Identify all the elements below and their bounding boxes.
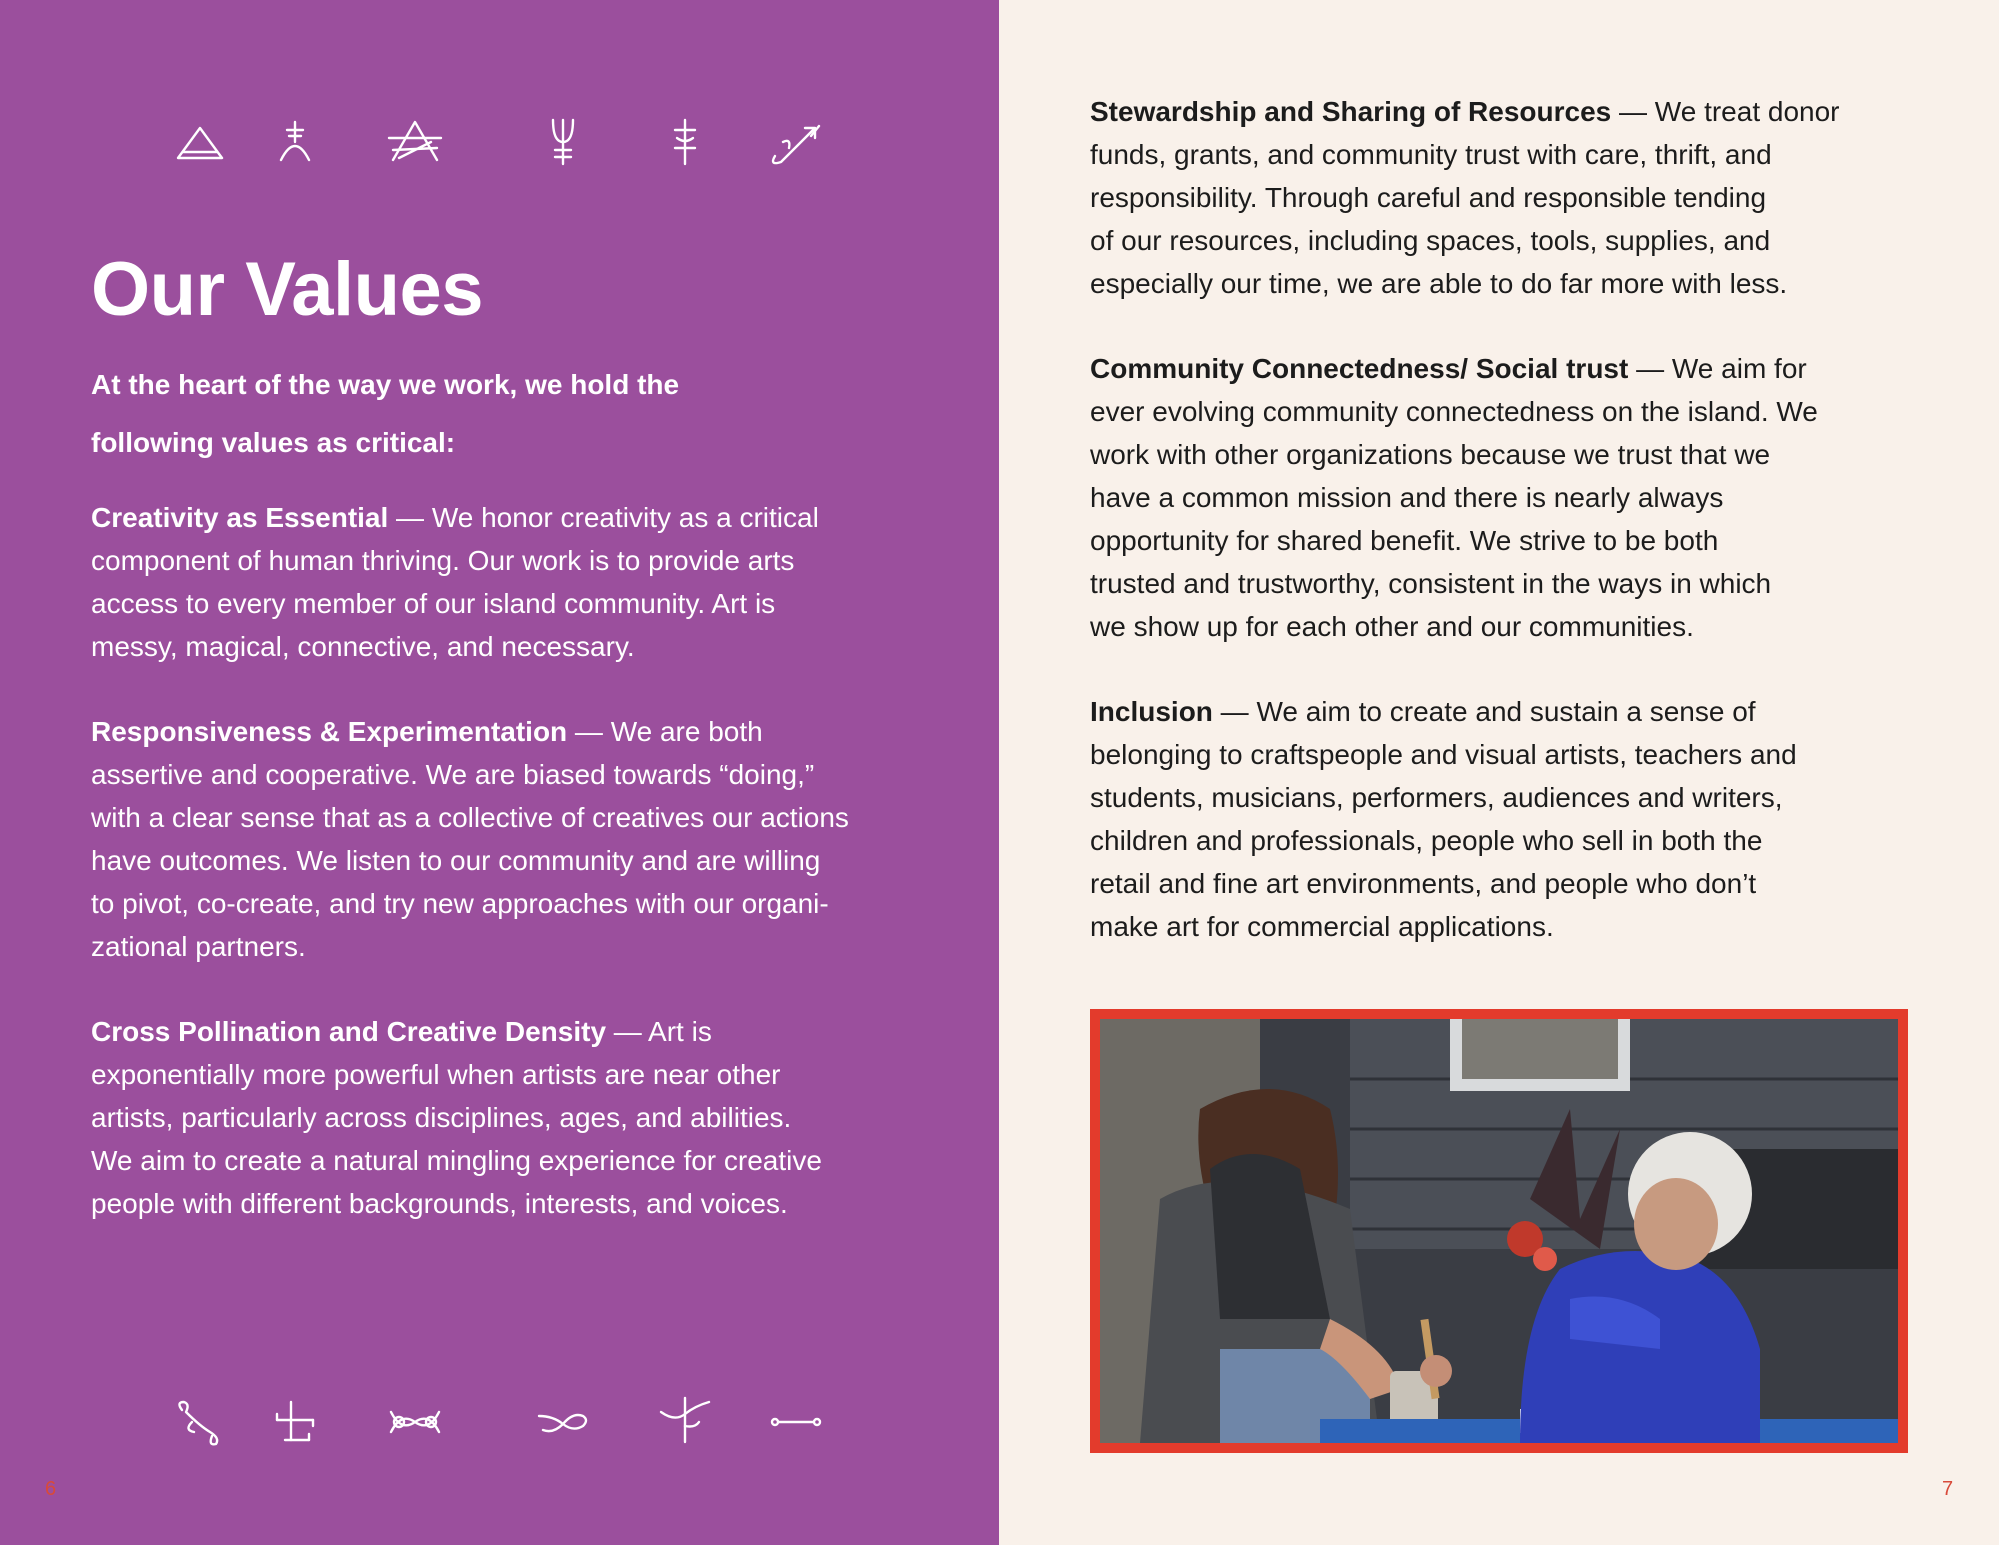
value-responsiveness: Responsiveness & Experimentation — We are both assertive and cooperative. We are biased towards “doing,” with a clear sense that as a collective of creatives our actions have outcomes. We listen to our community and are willing to pivot, co-create, and try new approaches with our organi- zational partners. <box>91 716 849 962</box>
photo-frame <box>1090 1009 1908 1453</box>
trident-glyph-icon <box>533 112 593 172</box>
bottom-symbol-row <box>170 1392 830 1452</box>
top-symbol-row <box>170 112 830 172</box>
community-art-photo <box>1100 1019 1898 1443</box>
value-heading: Community Connectedness/ Social trust <box>1090 353 1629 384</box>
twin-loop-glyph-icon <box>385 1392 445 1452</box>
left-page <box>0 0 999 1545</box>
value-heading: Responsiveness & Experimentation <box>91 716 568 747</box>
value-creativity: Creativity as Essential — We honor creativity as a critical component of human thriving. Our work is to provide arts access to every member of our island community. Art is messy, magical, connective, and necessary. <box>91 502 819 662</box>
value-heading: Cross Pollination and Creative Density <box>91 1016 607 1047</box>
right-page <box>999 0 1999 1545</box>
figure-glyph-icon <box>265 112 325 172</box>
value-heading: Stewardship and Sharing of Resources <box>1090 96 1612 127</box>
value-heading: Creativity as Essential <box>91 502 389 533</box>
page-title: Our Values <box>91 247 484 332</box>
value-inclusion: Inclusion — We aim to create and sustain a sense of belonging to craftspeople and visual artists, teachers and students, musicians, performers, audiences and writers, children and professionals, people who sell in both the retail and fine art environments, and people who don’t make art for commercial applications. <box>1090 696 1797 942</box>
value-stewardship: Stewardship and Sharing of Resources — We treat donor funds, grants, and community trust with care, thrift, and responsibility. Through careful and responsible tending of our resources, including spaces, tools, supplies, and especially our time, we are able to do far more with less. <box>1090 96 1840 299</box>
branch-glyph-icon <box>655 1392 715 1452</box>
value-cross-pollination: Cross Pollination and Creative Density — Art is exponentially more powerful when artists are near other artists, particularly across disciplines, ages, and abilities. We aim to create a natural mingling experience for creative people with different backgrounds, interests, and voices. <box>91 1016 822 1219</box>
value-community: Community Connectedness/ Social trust — We aim for ever evolving community connectedness on the island. We work with other organizations because we trust that we have a common mission and there is nearly always opportunity for shared benefit. We strive to be both trusted and trustworthy, consistent in the ways in which we show up for each other and our communities. <box>1090 353 1818 642</box>
crossed-a-glyph-icon <box>385 112 445 172</box>
arrow-loop-glyph-icon <box>765 112 825 172</box>
barred-staff-glyph-icon <box>655 112 715 172</box>
stepped-cross-glyph-icon <box>265 1392 325 1452</box>
triangle-glyph-icon <box>170 112 230 172</box>
page-number-left: 6 <box>45 1478 57 1500</box>
dumbbell-glyph-icon <box>765 1392 825 1452</box>
page-number-right: 7 <box>1942 1478 1954 1500</box>
intro-text: At the heart of the way we work, we hold the following values as critical: <box>91 369 680 458</box>
value-heading: Inclusion <box>1090 696 1213 727</box>
double-curl-glyph-icon <box>170 1392 230 1452</box>
ribbon-loop-glyph-icon <box>533 1392 593 1452</box>
